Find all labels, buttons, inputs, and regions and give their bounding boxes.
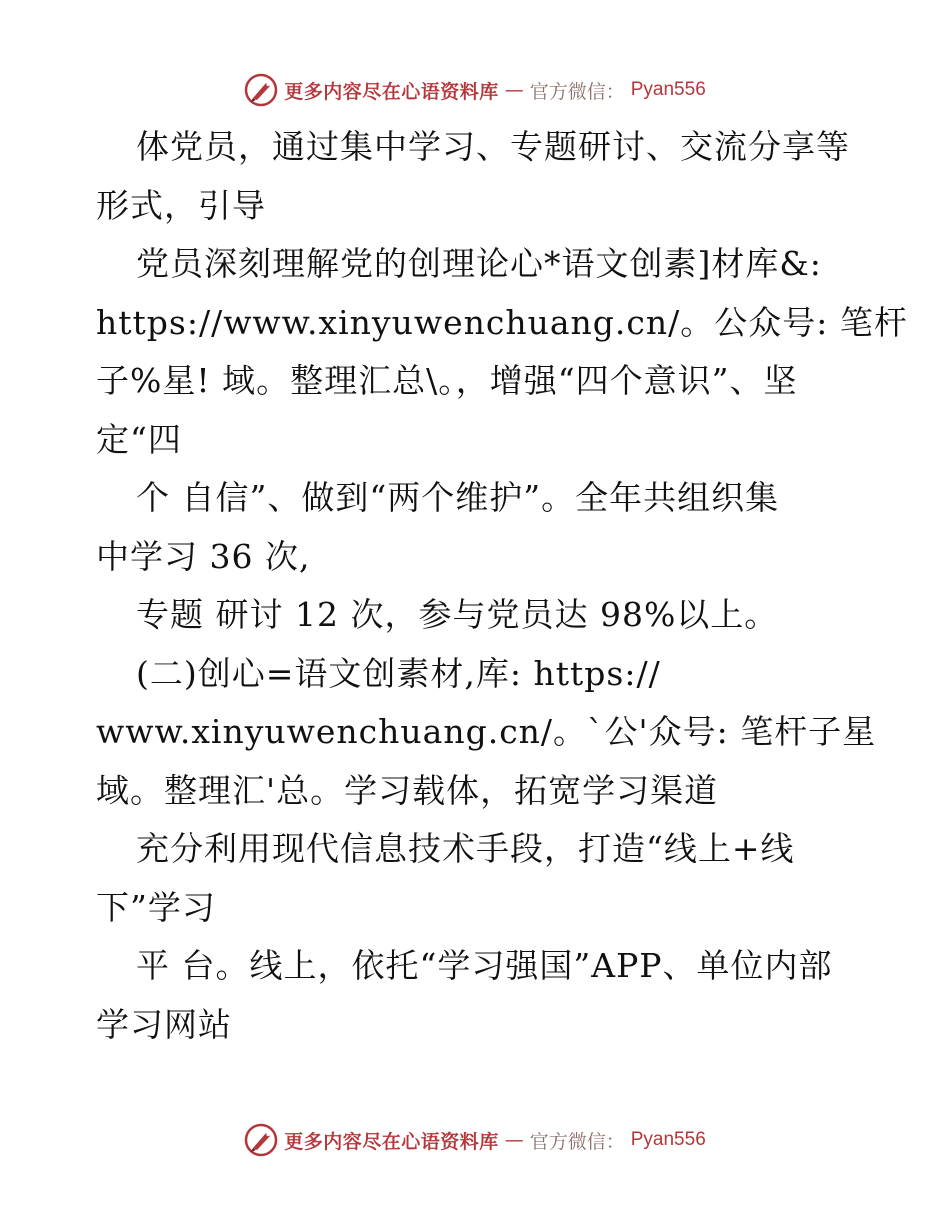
body-line: 体党员，通过集中学习、专题研讨、交流分享等 [136, 127, 850, 166]
document-body [96, 118, 908, 1054]
pen-logo-icon [244, 73, 278, 107]
body-line: 定“四 [96, 419, 182, 459]
body-line: 下”学习 [96, 887, 216, 927]
body-line: 形式，引导 [96, 185, 266, 225]
footer-brand-text: 更多内容尽在心语资料库 [284, 1130, 499, 1153]
header-banner [244, 73, 706, 107]
body-line: 充分利用现代信息技术手段，打造“线上+线 [136, 829, 795, 868]
body-line: 平 台。线上，依托“学习强国”APP、单位内部 [136, 946, 833, 985]
footer-separator: — [504, 1129, 524, 1151]
footer-wechat-label: 官方微信： [529, 1130, 625, 1153]
header-wechat-label: 官方微信： [529, 80, 625, 103]
footer-banner [244, 1123, 706, 1157]
body-line: 子%星! 域。整理汇总\。，增强“四个意识”、坚 [96, 361, 798, 400]
pen-logo-icon [244, 1123, 278, 1157]
body-line: 党员深刻理解党的创理论心*语文创素]材库&: [136, 244, 822, 283]
footer-wechat-id: Pyan556 [630, 1129, 706, 1150]
body-line: https://www.xinyuwenchuang.cn/。公众号: 笔杆 [96, 302, 908, 342]
page-header [0, 70, 950, 110]
page-footer [0, 1120, 950, 1160]
body-line: 学习网站 [96, 1004, 232, 1044]
header-separator: — [504, 79, 524, 101]
header-brand-text: 更多内容尽在心语资料库 [284, 80, 499, 103]
body-line: 中学习 36 次, [96, 536, 311, 576]
header-wechat-id: Pyan556 [630, 79, 706, 100]
body-line: www.xinyuwenchuang.cn/。`公'众号: 笔杆子星 [96, 712, 877, 751]
body-line: 个 自信”、做到“两个维护”。全年共组织集 [136, 478, 780, 517]
body-line: 专题 研讨 12 次，参与党员达 98%以上。 [136, 595, 779, 634]
body-line: (二)创心=语文创素材,库: https:// [136, 653, 661, 693]
body-line: 域。整理汇'总。学习载体，拓宽学习渠道 [96, 770, 719, 810]
